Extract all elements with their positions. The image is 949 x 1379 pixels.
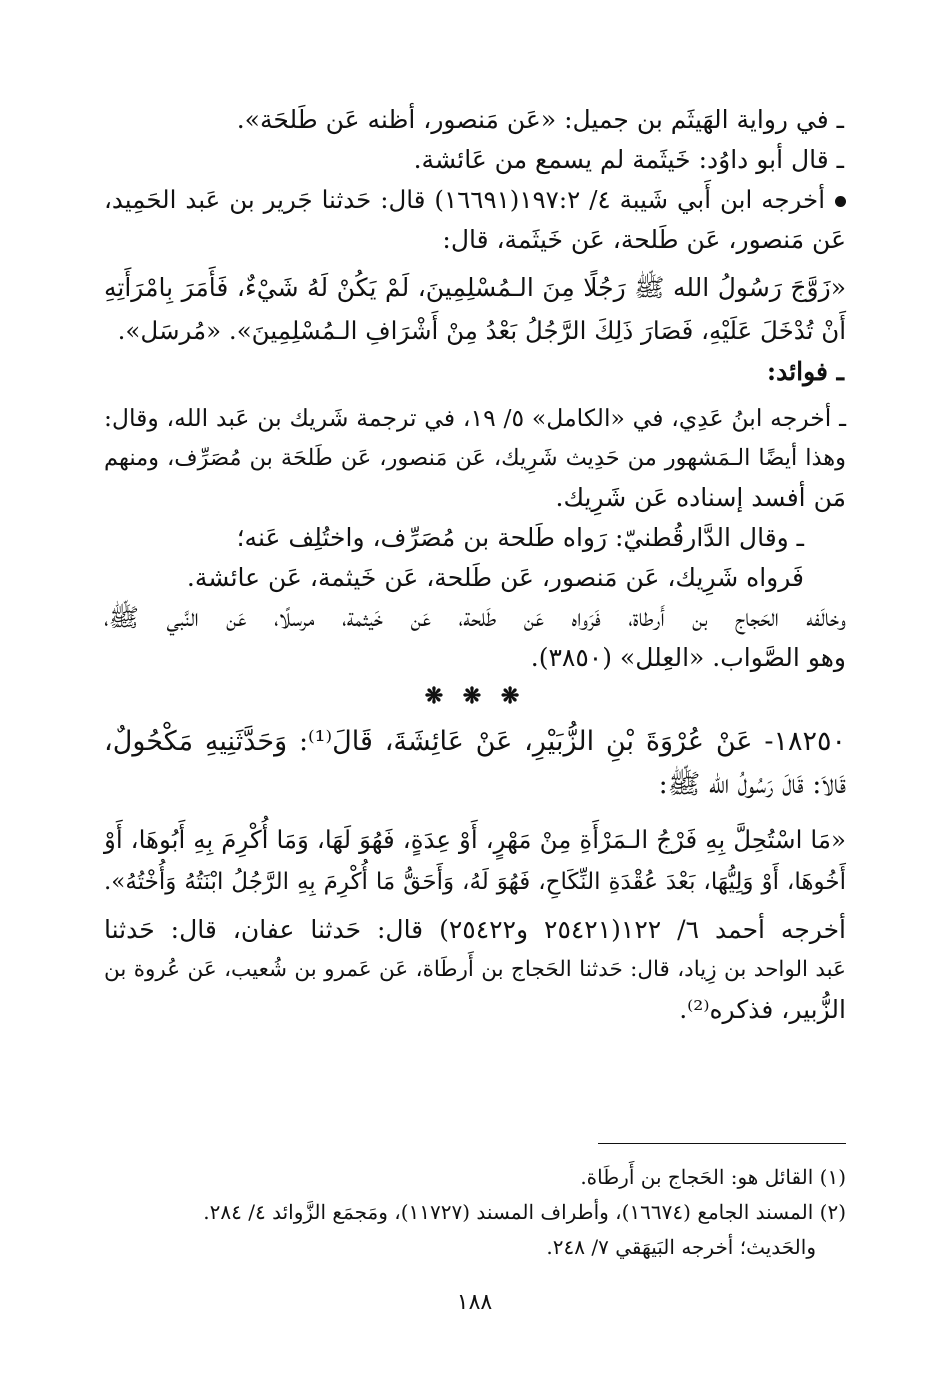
text-line: أخرجه ابن أَبي شَيبة ٤/ ١٩٧:٢(١٦٦٩١) قال: حَدثنا جَرير بن عَبد الحَمِيد،: [104, 185, 825, 214]
text-line: وهو الصَّواب. «العِلل» (٣٨٥٠).: [530, 643, 846, 672]
page-body: [104, 100, 846, 1030]
footnote: (٢) المسند الجامع (١٦٦٧٤)، وأطراف المسند (١١٧٢٧)، ومَجمَع الزَّوائد ٤/ ٢٨٤.: [203, 1200, 846, 1224]
hadith-text-line: «زَوَّجَ رَسُولُ الله ﷺ رَجُلًا مِنَ الـمُسْلِمِينَ، لَمْ يَكُنْ لَهُ شَيْءٌ، فَأَمَرَ بِامْرَأَتِهِ: [104, 273, 846, 302]
text-line: مَن أفسد إسناده عَن شَرِيك.: [555, 483, 846, 512]
hadith-heading: قَالاَ: قَالَ رَسُولُ الله ﷺ:: [658, 769, 846, 800]
text-line: ـ أخرجه ابنُ عَدِي، في «الكامل» ٥/ ١٩، في ترجمة شَريك بن عَبد الله، وقال:: [104, 404, 847, 432]
hadith-text-line: أَخُوهَا، أَوْ وَلِيُّهَا، بَعْدَ عُقْدَةِ النِّكَاحِ، فَهُوَ لَهُ، وَأَحَقُّ مَا أُكْرِمَ بِهِ الرَّجُلُ ابْنَتُهُ وَأُخْتُهُ».: [104, 869, 846, 895]
footnote: والحَديث؛ أخرجه البَيهَقي ٧/ ٢٤٨.: [546, 1235, 816, 1259]
text-line: الزُّبير، فذكره⁽²⁾.: [679, 995, 846, 1024]
text-line: وخالَفه الحَجاج بن أَرطاة، فَرَواه عَن طَلحة، عَن خَيثمة، مرسلًا، عَن النَّبي ﷺ،: [104, 603, 846, 632]
bullet-icon: [835, 196, 846, 207]
text-line: ـ وقال الدَّارقُطنيّ: رَواه طَلحة بن مُصَرِّف، واختُلِف عَنه؛: [236, 523, 804, 552]
hadith-text-line: أَنْ تُدْخَلَ عَلَيْهِ، فَصَارَ ذَلِكَ الرَّجُلُ بَعْدُ مِنْ أَشْرَافِ الـمُسْلِمِينَ». «مُرسَل».: [117, 316, 846, 345]
text-line: عَبد الواحد بن زِياد، قال: حَدثنا الحَجاج بن أَرطَاة، عَن عَمرو بن شُعيب، عَن عُروة بن: [104, 957, 846, 982]
footnotes: [104, 1160, 846, 1265]
text-line: أخرجه أحمد ٦/ ١٢٢(٢٥٤٢١ و٢٥٤٢٢) قال: حَدثنا عفان، قال: حَدثنا: [104, 915, 846, 944]
section-separator: ❋ ❋ ❋: [424, 683, 526, 709]
text-line: وهذا أيضًا الـمَشهور من حَدِيث شَرِيك، عَن مَنصور، عَن طَلحَة بن مُصَرِّف، ومنهم: [104, 445, 846, 471]
bullet-paragraph: [104, 180, 846, 220]
footnote-divider: [598, 1143, 846, 1144]
text-line: عَن مَنصور، عَن طَلحة، عَن خَيثَمة، قال:: [442, 225, 846, 254]
hadith-heading: ١٨٢٥٠- عَنْ عُرْوَةَ بْنِ الزُّبَيْرِ، عَنْ عَائِشَةَ، قَالَ⁽¹⁾: وَحَدَّثَنِيهِ مَكْحُولٌ،: [104, 726, 846, 757]
text-line: ـ قال أبو داوُد: خَيثَمة لم يسمع من عَائشة.: [413, 145, 844, 174]
section-heading: ـ فوائد:: [766, 357, 844, 386]
footnote: (١) القائل هو: الحَجاج بن أَرطَاة.: [580, 1165, 846, 1189]
page-number: ١٨٨: [456, 1290, 493, 1315]
text-line: فَرواه شَرِيك، عَن مَنصور، عَن طَلحة، عَن خَيثمة، عَن عائشة.: [186, 563, 804, 592]
text-line: ـ في رواية الهَيثَم بن جميل: «عَن مَنصور، أظنه عَن طَلحَة».: [236, 105, 844, 134]
hadith-text-line: «مَا اسْتُحِلَّ بِهِ فَرْجُ الـمَرْأَةِ مِنْ مَهْرٍ، أَوْ عِدَةٍ، فَهُوَ لَهَا، وَمَا أُكْرِمَ بِهِ أَبُوهَا، أَوْ: [104, 825, 846, 854]
